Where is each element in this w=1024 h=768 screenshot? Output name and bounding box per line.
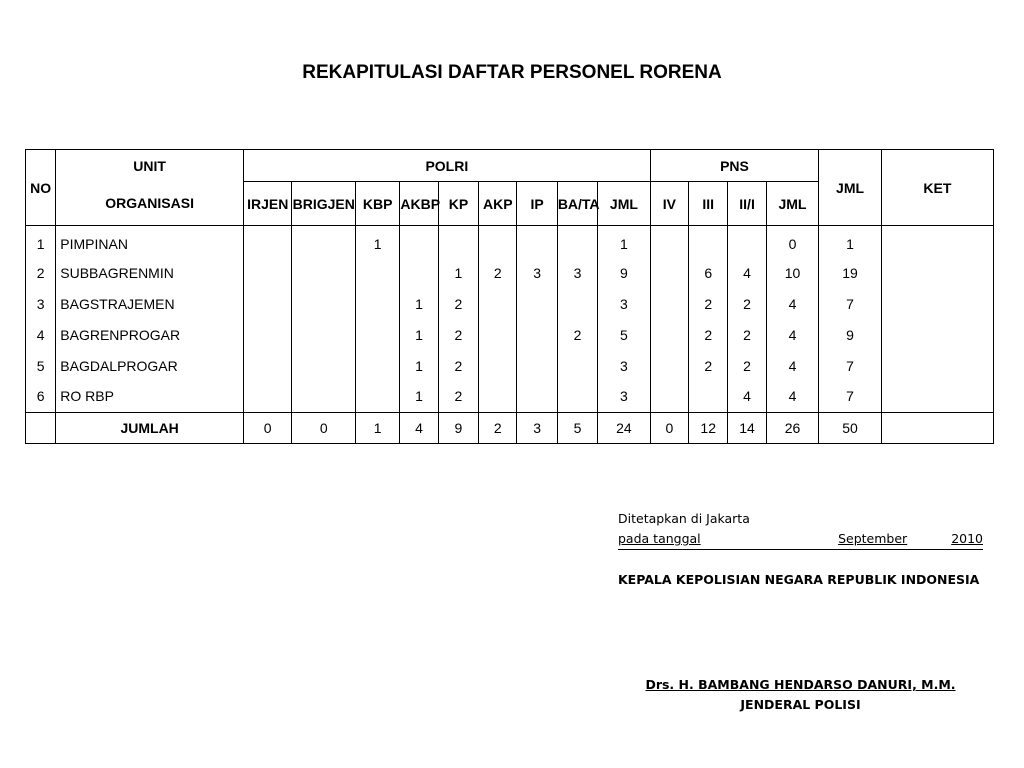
total-cell: 24 xyxy=(598,413,651,444)
row-cell xyxy=(356,288,400,319)
row-cell: 3 xyxy=(598,288,651,319)
signature-place: Ditetapkan di Jakarta xyxy=(618,511,750,526)
row-cell: 4 xyxy=(766,319,819,350)
row-cell: 3 xyxy=(598,350,651,381)
total-cell: 4 xyxy=(400,413,438,444)
header-polri-col: IP xyxy=(517,182,557,226)
total-cell: 1 xyxy=(356,413,400,444)
row-cell: 6 xyxy=(689,257,728,288)
header-polri-col: BA/TA xyxy=(557,182,597,226)
row-unit: BAGSTRAJEMEN xyxy=(56,288,244,319)
row-cell xyxy=(400,226,438,258)
row-cell: 1 xyxy=(356,226,400,258)
total-cell: 3 xyxy=(517,413,557,444)
table-row xyxy=(26,257,994,288)
row-cell xyxy=(557,350,597,381)
row-cell xyxy=(400,257,438,288)
row-cell xyxy=(479,350,517,381)
row-cell xyxy=(650,288,688,319)
header-polri-col: KP xyxy=(438,182,478,226)
row-cell: 1 xyxy=(819,226,882,258)
row-cell xyxy=(650,257,688,288)
header-polri-col: BRIGJEN xyxy=(292,182,356,226)
header-ket: KET xyxy=(881,150,993,226)
header-no: NO xyxy=(26,150,56,226)
row-cell xyxy=(243,319,291,350)
row-cell: 2 xyxy=(689,288,728,319)
row-cell xyxy=(881,319,993,350)
row-cell xyxy=(650,226,688,258)
row-cell xyxy=(479,226,517,258)
row-cell: 1 xyxy=(400,381,438,413)
table-row xyxy=(26,350,994,381)
signature-date-line xyxy=(618,529,983,550)
row-no: 2 xyxy=(26,257,56,288)
row-cell: 4 xyxy=(766,288,819,319)
row-cell xyxy=(243,226,291,258)
row-cell: 1 xyxy=(400,288,438,319)
total-cell: 0 xyxy=(292,413,356,444)
row-cell xyxy=(881,350,993,381)
row-cell: 1 xyxy=(400,319,438,350)
total-cell: 9 xyxy=(438,413,478,444)
row-cell xyxy=(881,226,993,258)
row-cell xyxy=(557,288,597,319)
row-cell xyxy=(479,288,517,319)
row-no: 5 xyxy=(26,350,56,381)
row-cell xyxy=(689,226,728,258)
row-cell xyxy=(243,288,291,319)
row-cell: 10 xyxy=(766,257,819,288)
table-row xyxy=(26,319,994,350)
header-polri-col: JML xyxy=(598,182,651,226)
row-cell: 4 xyxy=(728,257,766,288)
row-no: 4 xyxy=(26,319,56,350)
signature-block xyxy=(618,509,983,590)
row-unit: BAGDALPROGAR xyxy=(56,350,244,381)
total-label: JUMLAH xyxy=(56,413,244,444)
total-cell: 50 xyxy=(819,413,882,444)
table-row xyxy=(26,381,994,413)
row-cell: 2 xyxy=(728,350,766,381)
row-cell xyxy=(517,288,557,319)
header-polri-col: AKBP xyxy=(400,182,438,226)
header-pns-col: III xyxy=(689,182,728,226)
row-cell: 7 xyxy=(819,288,882,319)
row-cell: 2 xyxy=(728,319,766,350)
header-polri: POLRI xyxy=(243,150,650,182)
header-pns-col: JML xyxy=(766,182,819,226)
row-cell: 19 xyxy=(819,257,882,288)
header-unit: UNIT xyxy=(56,150,244,182)
header-polri-col: KBP xyxy=(356,182,400,226)
total-cell: 14 xyxy=(728,413,766,444)
row-cell: 4 xyxy=(766,381,819,413)
row-cell: 7 xyxy=(819,350,882,381)
row-cell xyxy=(881,257,993,288)
row-cell: 4 xyxy=(728,381,766,413)
row-cell xyxy=(243,257,291,288)
row-cell: 2 xyxy=(689,319,728,350)
row-cell xyxy=(438,226,478,258)
table-row xyxy=(26,226,994,258)
header-pns-col: II/I xyxy=(728,182,766,226)
row-cell xyxy=(292,257,356,288)
row-cell xyxy=(292,350,356,381)
signatory-name: Drs. H. BAMBANG HENDARSO DANURI, M.M. xyxy=(645,677,956,692)
total-row xyxy=(26,413,994,444)
row-cell: 1 xyxy=(598,226,651,258)
row-cell xyxy=(356,257,400,288)
table-row xyxy=(26,288,994,319)
total-cell: 26 xyxy=(766,413,819,444)
row-cell xyxy=(356,319,400,350)
row-cell: 2 xyxy=(438,350,478,381)
row-cell: 1 xyxy=(400,350,438,381)
row-cell: 9 xyxy=(598,257,651,288)
row-no: 3 xyxy=(26,288,56,319)
row-unit: PIMPINAN xyxy=(56,226,244,258)
row-cell xyxy=(689,381,728,413)
header-polri-col: IRJEN xyxy=(243,182,291,226)
row-cell xyxy=(517,226,557,258)
row-cell xyxy=(517,381,557,413)
row-cell xyxy=(243,350,291,381)
personnel-table xyxy=(25,149,994,444)
row-cell xyxy=(479,381,517,413)
signature-month: September xyxy=(838,531,908,546)
total-cell: 5 xyxy=(557,413,597,444)
row-cell: 0 xyxy=(766,226,819,258)
row-cell xyxy=(479,319,517,350)
row-cell xyxy=(728,226,766,258)
row-cell: 2 xyxy=(479,257,517,288)
total-cell: 0 xyxy=(650,413,688,444)
row-cell: 3 xyxy=(598,381,651,413)
total-cell: 0 xyxy=(243,413,291,444)
row-cell xyxy=(356,350,400,381)
row-cell xyxy=(881,288,993,319)
row-cell xyxy=(650,319,688,350)
row-cell: 5 xyxy=(598,319,651,350)
row-cell: 2 xyxy=(438,288,478,319)
total-cell: 2 xyxy=(479,413,517,444)
row-cell: 2 xyxy=(438,319,478,350)
signatory xyxy=(618,675,983,715)
row-cell xyxy=(292,288,356,319)
header-jml: JML xyxy=(819,150,882,226)
row-no: 1 xyxy=(26,226,56,258)
row-cell xyxy=(517,350,557,381)
row-cell xyxy=(557,381,597,413)
row-cell: 3 xyxy=(557,257,597,288)
row-unit: BAGRENPROGAR xyxy=(56,319,244,350)
row-cell xyxy=(292,381,356,413)
row-cell: 2 xyxy=(557,319,597,350)
header-pns-col: IV xyxy=(650,182,688,226)
signature-office: KEPALA KEPOLISIAN NEGARA REPUBLIK INDONESIA xyxy=(618,572,980,587)
row-cell: 1 xyxy=(438,257,478,288)
signatory-rank: JENDERAL POLISI xyxy=(740,697,861,712)
row-cell: 2 xyxy=(438,381,478,413)
row-no: 6 xyxy=(26,381,56,413)
row-unit: RO RBP xyxy=(56,381,244,413)
row-cell xyxy=(650,350,688,381)
row-cell xyxy=(292,226,356,258)
row-cell xyxy=(650,381,688,413)
row-cell xyxy=(517,319,557,350)
row-cell: 9 xyxy=(819,319,882,350)
row-cell: 7 xyxy=(819,381,882,413)
page-title: REKAPITULASI DAFTAR PERSONEL RORENA xyxy=(302,62,722,83)
row-cell xyxy=(292,319,356,350)
signature-year: 2010 xyxy=(951,531,983,546)
header-pns: PNS xyxy=(650,150,819,182)
header-polri-col: AKP xyxy=(479,182,517,226)
row-cell xyxy=(356,381,400,413)
row-cell: 2 xyxy=(728,288,766,319)
row-cell xyxy=(881,381,993,413)
row-cell xyxy=(557,226,597,258)
total-cell xyxy=(881,413,993,444)
row-unit: SUBBAGRENMIN xyxy=(56,257,244,288)
row-cell: 2 xyxy=(689,350,728,381)
header-organisasi: ORGANISASI xyxy=(56,182,244,226)
row-cell xyxy=(243,381,291,413)
row-cell: 4 xyxy=(766,350,819,381)
row-cell: 3 xyxy=(517,257,557,288)
total-no-cell xyxy=(26,413,56,444)
signature-date-label: pada tanggal xyxy=(618,531,701,546)
total-cell: 12 xyxy=(689,413,728,444)
